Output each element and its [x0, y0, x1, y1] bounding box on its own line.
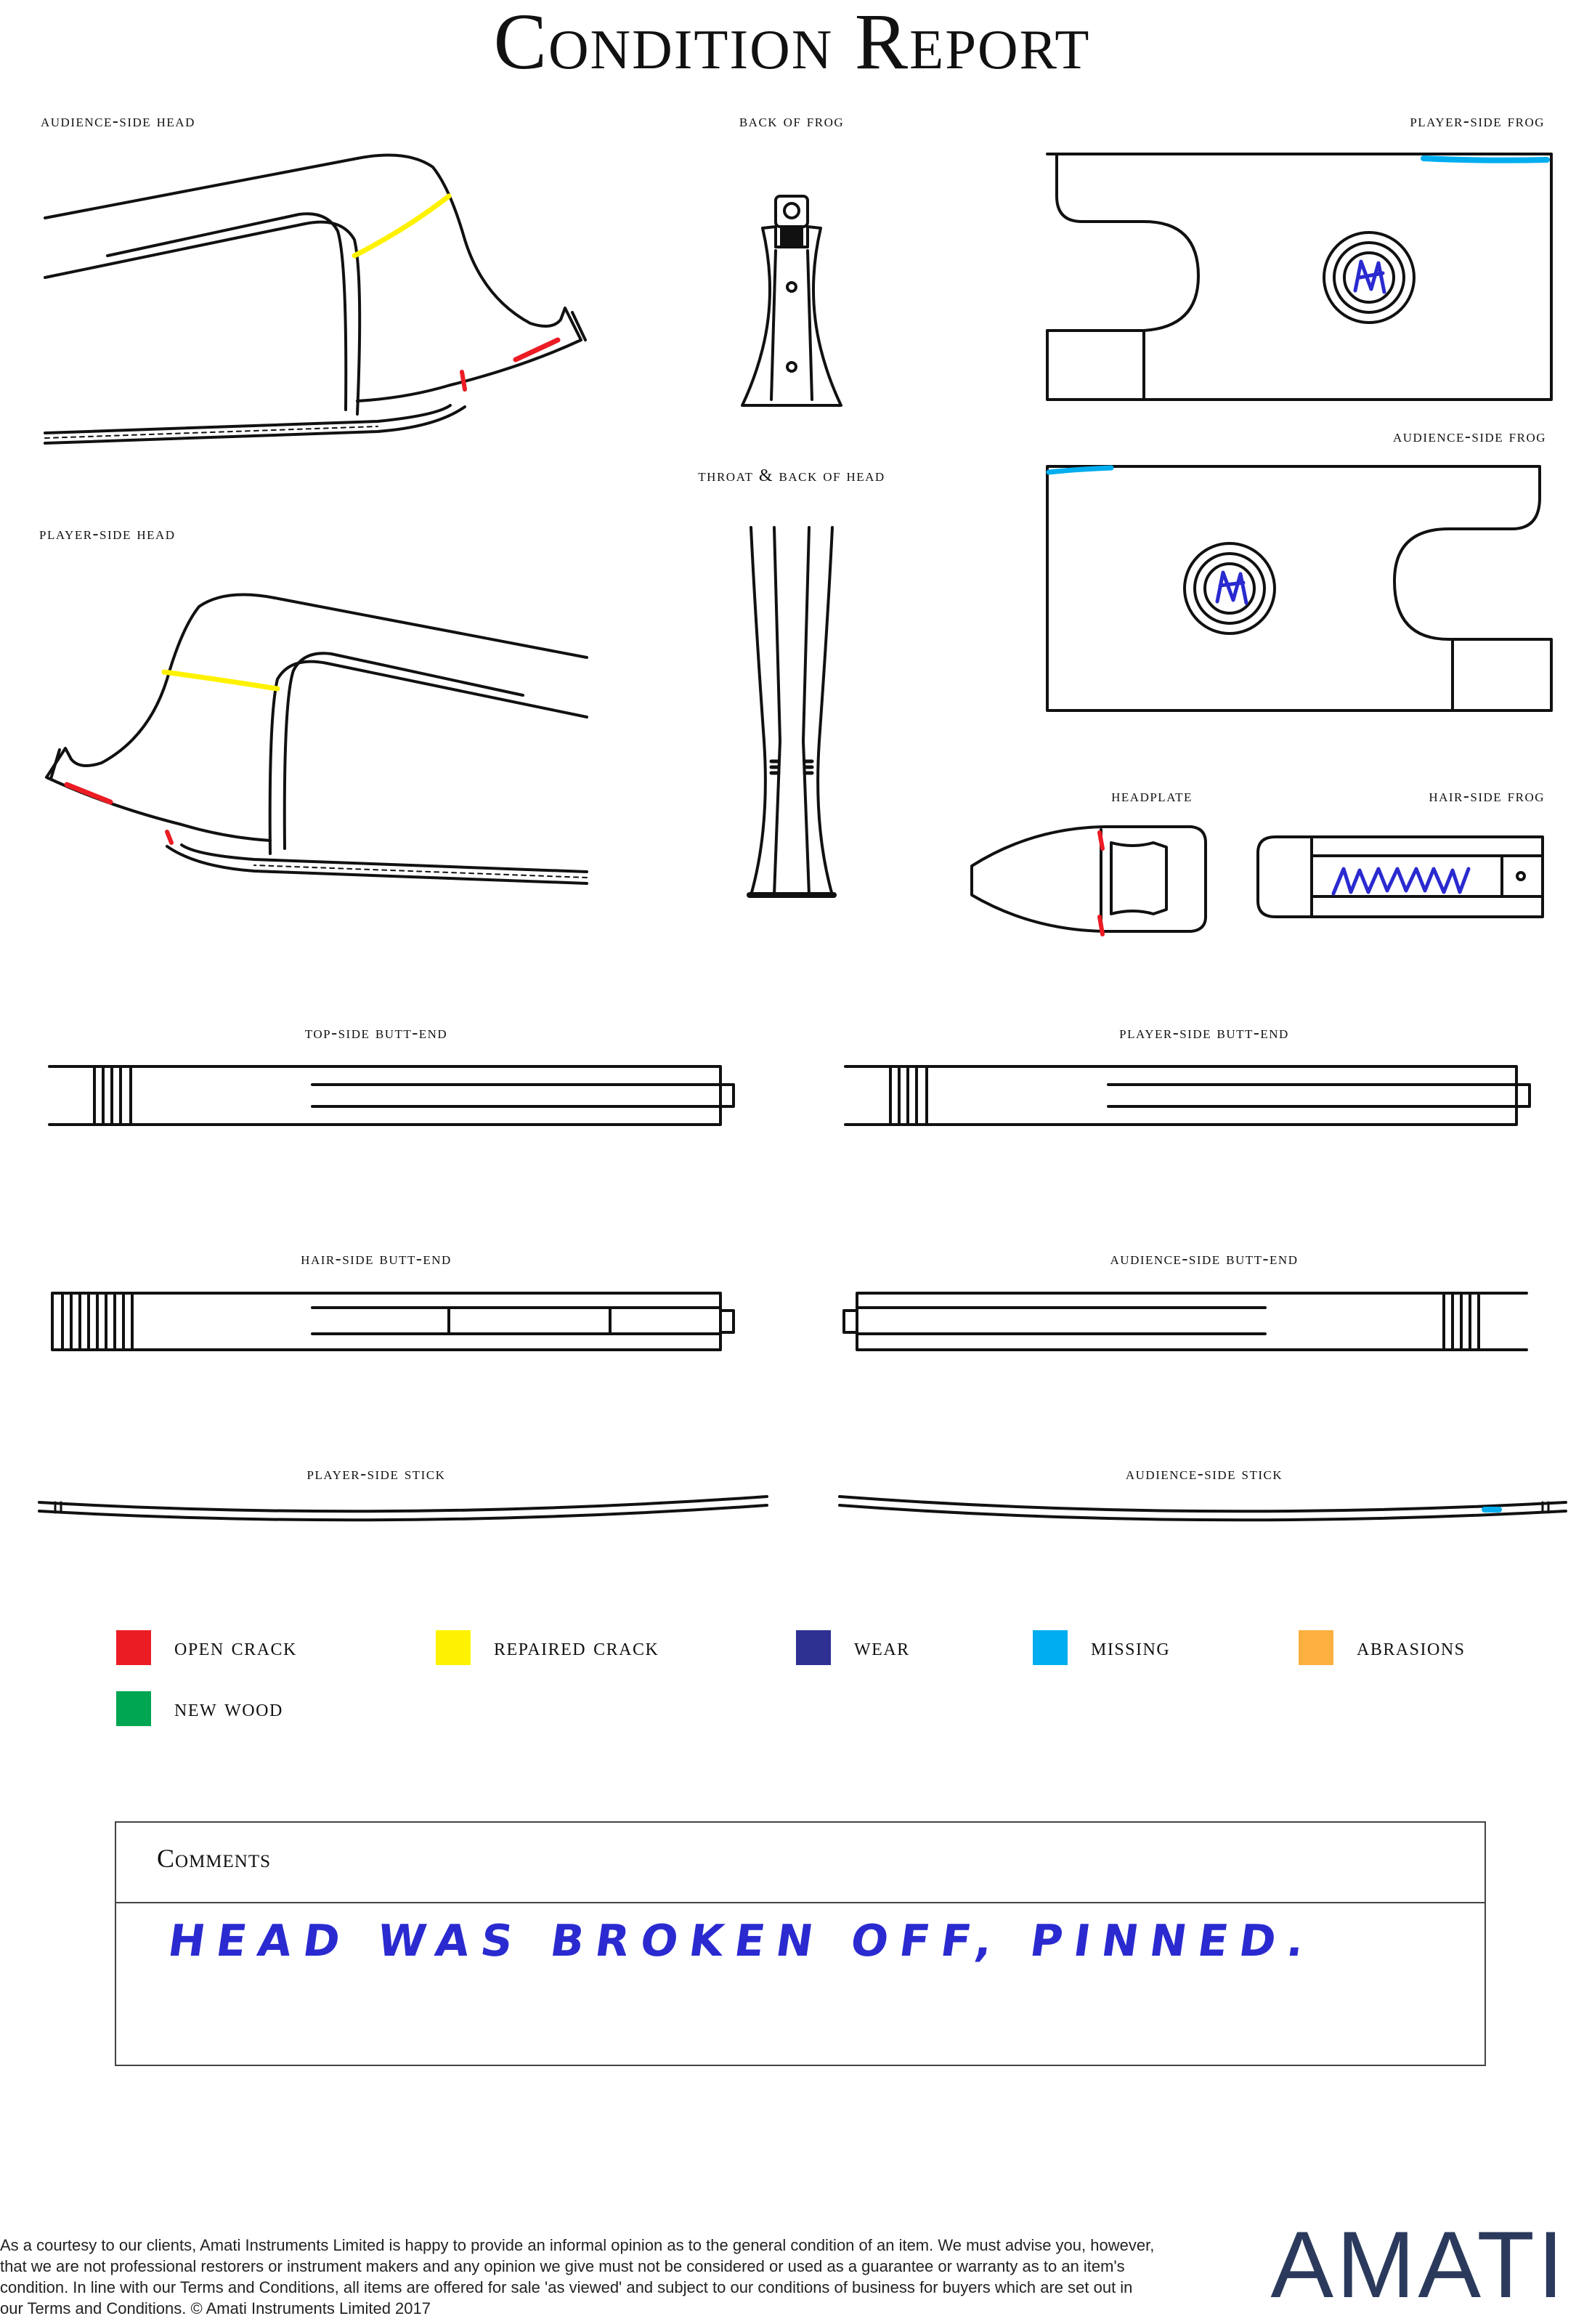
headplate-drawing — [972, 827, 1206, 931]
audience-side-butt-end-drawing — [844, 1293, 1527, 1350]
label-audience-side-head: audience-side head — [41, 112, 195, 131]
label-player-side-stick: player-side stick — [306, 1465, 446, 1483]
player-head-repaired-crack — [164, 672, 277, 689]
audience-side-head-drawing — [45, 155, 585, 443]
audience-head-open-crack-tip — [516, 340, 558, 360]
legend-missing — [1033, 1630, 1170, 1665]
label-audience-side-frog: audience-side frog — [1393, 427, 1546, 446]
legend-label: missing — [1091, 1634, 1171, 1661]
swatch-abrasions — [1299, 1630, 1333, 1665]
hair-side-butt-end-drawing — [52, 1293, 734, 1350]
comments-text: HEAD WAS BROKEN OFF, PINNED. — [165, 1916, 1320, 1967]
audience-head-open-crack-throat — [462, 372, 465, 389]
comments-header — [116, 1823, 1485, 1903]
player-side-frog-drawing — [1047, 154, 1551, 400]
label-hair-side-butt-end: hair-side butt-end — [301, 1250, 452, 1268]
label-top-side-butt-end: top-side butt-end — [304, 1024, 448, 1042]
label-player-side-frog: player-side frog — [1410, 112, 1545, 131]
player-frog-wear-eye — [1355, 262, 1384, 292]
amati-logo: AMATI — [1270, 2211, 1567, 2317]
player-head-open-crack-throat — [167, 832, 171, 843]
label-player-side-butt-end: player-side butt-end — [1119, 1024, 1289, 1042]
disclaimer-text: As a courtesy to our clients, Amati Instruments Limited is happy to provide an informal opinion as to the general condition of an item. We must advise you, however, that we are not professional restorers or instrument makers and any opinion we give must not be considered or used as a guarantee or warranty as to an item's condition. In line with our Terms and Conditions, all items are offered for sale 'as viewed' and subject to our conditions of business for buyers which are set out in our Terms and Conditions. © Amati Instruments Limited 2017 — [0, 2236, 1155, 2317]
label-throat-back-of-head: throat & back of head — [698, 466, 885, 485]
player-side-stick-drawing — [39, 1497, 767, 1520]
legend-new-wood — [116, 1691, 283, 1726]
legend-label: abrasions — [1357, 1634, 1466, 1661]
label-hair-side-frog: hair-side frog — [1429, 787, 1545, 806]
legend-label: open crack — [174, 1634, 297, 1661]
swatch-repaired-crack — [436, 1630, 471, 1665]
audience-head-repaired-crack — [354, 196, 449, 256]
legend-label: wear — [854, 1634, 910, 1661]
label-audience-side-butt-end: audience-side butt-end — [1110, 1250, 1299, 1268]
legend-repaired-crack — [436, 1630, 659, 1665]
legend-open-crack — [116, 1630, 297, 1665]
top-side-butt-end-drawing — [49, 1066, 734, 1125]
legend-wear — [796, 1630, 910, 1665]
legend-label: new wood — [174, 1695, 283, 1722]
player-head-open-crack-tip — [67, 785, 110, 802]
label-headplate: headplate — [1111, 787, 1193, 806]
audience-frog-wear-eye — [1217, 572, 1246, 603]
swatch-wear — [796, 1630, 831, 1665]
hair-frog-wear — [1333, 869, 1469, 894]
swatch-new-wood — [116, 1691, 151, 1726]
label-audience-side-stick: audience-side stick — [1125, 1465, 1283, 1483]
label-player-side-head: player-side head — [39, 525, 176, 543]
comments-box — [115, 1821, 1486, 2066]
swatch-open-crack — [116, 1630, 151, 1665]
player-side-head-drawing — [46, 595, 587, 883]
legend-abrasions — [1299, 1630, 1466, 1665]
legend-label: repaired crack — [494, 1634, 659, 1661]
player-side-butt-end-drawing — [845, 1066, 1530, 1125]
page-title: Condition Report — [493, 0, 1091, 86]
throat-drawing — [750, 527, 834, 895]
audience-side-frog-drawing — [1047, 466, 1551, 710]
comments-label: Comments — [157, 1844, 272, 1873]
player-frog-missing — [1423, 158, 1547, 161]
audience-frog-missing — [1049, 468, 1111, 472]
label-back-of-frog: back of frog — [739, 112, 845, 131]
audience-side-stick-drawing — [840, 1497, 1566, 1520]
swatch-missing — [1033, 1630, 1068, 1665]
back-of-frog-drawing — [742, 196, 841, 405]
